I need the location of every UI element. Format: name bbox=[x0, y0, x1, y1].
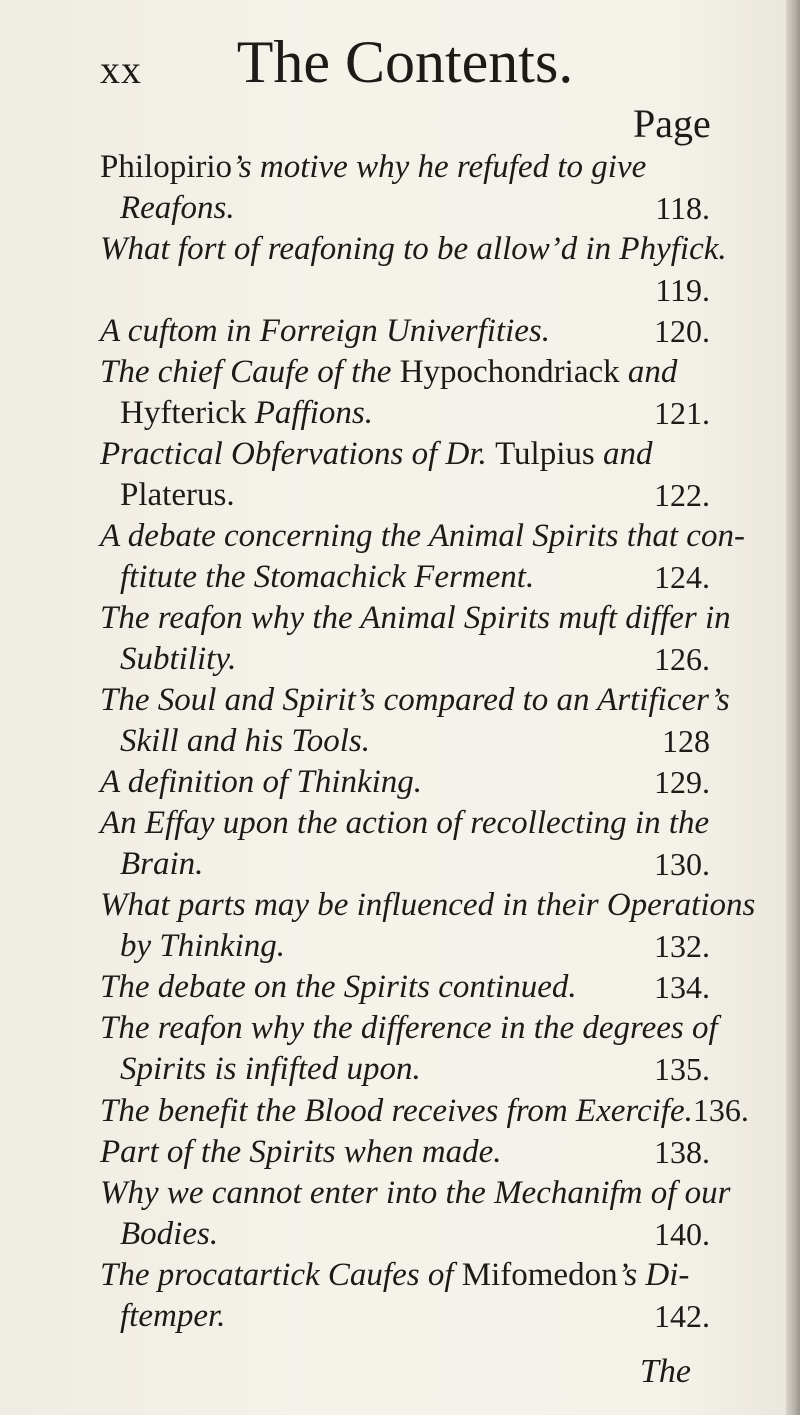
entry-text: The chief Caufe of the bbox=[100, 354, 400, 390]
entry-text: What parts may be influenced in their Operations bbox=[100, 887, 756, 923]
contents-entry bbox=[100, 885, 756, 967]
entry-text: The procatartick Caufes of bbox=[100, 1257, 462, 1293]
entry-text: and bbox=[594, 436, 653, 472]
entry-text: ’s motive why he refufed to give bbox=[232, 149, 647, 185]
entry-text: ftitute the Stomachick Ferment. bbox=[120, 559, 535, 595]
entry-page-number: 124. bbox=[654, 559, 710, 595]
entry-text: Reafons. bbox=[120, 190, 235, 226]
contents-entry bbox=[100, 1008, 718, 1090]
contents-entry bbox=[100, 1132, 710, 1173]
entry-name: Mifomedon bbox=[461, 1257, 618, 1293]
entry-text: and bbox=[619, 354, 678, 390]
entry-text: Brain. bbox=[120, 846, 204, 882]
contents-list bbox=[100, 147, 756, 1337]
page-column-label: Page bbox=[633, 101, 711, 146]
entry-page-number: 132. bbox=[654, 928, 710, 964]
entry-name: Tulpius bbox=[495, 436, 595, 472]
contents-entry bbox=[100, 352, 710, 434]
entry-page-number: 122. bbox=[654, 477, 710, 513]
entry-page-number: 119. bbox=[655, 272, 710, 308]
entry-text: A debate concerning the Animal Spirits that con- bbox=[100, 518, 745, 554]
entry-page-number: 128 bbox=[662, 723, 710, 759]
contents-entry bbox=[100, 1090, 749, 1132]
entry-page-number: 134. bbox=[654, 969, 710, 1005]
page-header bbox=[0, 28, 800, 98]
entry-page-number: 136. bbox=[692, 1092, 749, 1128]
contents-entry bbox=[100, 967, 710, 1008]
contents-entry bbox=[100, 516, 745, 598]
contents-entry bbox=[100, 680, 730, 762]
entry-page-number: 142. bbox=[654, 1298, 710, 1334]
entry-page-number: 126. bbox=[654, 641, 710, 677]
entry-text: Paffions. bbox=[246, 395, 373, 431]
entry-text: ’s Di- bbox=[617, 1257, 690, 1293]
contents-entry bbox=[100, 803, 710, 885]
entry-text: Part of the Spirits when made. bbox=[100, 1134, 502, 1170]
entry-text: The Soul and Spirit’s compared to an Artificer’s bbox=[100, 682, 730, 718]
page-edge-shadow bbox=[786, 0, 800, 1415]
contents-entry bbox=[100, 229, 727, 311]
entry-page-number: 129. bbox=[654, 764, 710, 800]
entry-page-number: 118. bbox=[655, 190, 710, 226]
entry-page-number: 138. bbox=[654, 1134, 710, 1170]
entry-text: Practical Obfervations of Dr. bbox=[100, 436, 496, 472]
entry-text: The debate on the Spirits continued. bbox=[100, 969, 577, 1005]
entry-name: Hyfterick bbox=[120, 395, 247, 431]
entry-page-number: 140. bbox=[654, 1216, 710, 1252]
running-title: The Contents. bbox=[236, 29, 574, 95]
entry-text: The reafon why the difference in the degrees of bbox=[100, 1010, 718, 1046]
entry-text: by Thinking. bbox=[120, 928, 285, 964]
contents-entry bbox=[100, 147, 710, 229]
catchword: The bbox=[640, 1353, 691, 1390]
entry-name: Platerus. bbox=[120, 477, 235, 513]
entry-page-number: 121. bbox=[654, 395, 710, 431]
entry-page-number: 130. bbox=[654, 846, 710, 882]
entry-text: Skill and his Tools. bbox=[120, 723, 370, 759]
entry-text: A definition of Thinking. bbox=[100, 764, 423, 800]
entry-text: Bodies. bbox=[120, 1216, 219, 1252]
contents-entry bbox=[100, 1173, 731, 1255]
contents-entry bbox=[100, 762, 710, 803]
contents-entry bbox=[100, 434, 710, 516]
contents-entry bbox=[100, 1255, 710, 1337]
entry-text: The reafon why the Animal Spirits muft differ in bbox=[100, 600, 731, 636]
entry-text: What fort of reafoning to be allow’d in Phyfick. bbox=[100, 231, 727, 267]
entry-text: Subtility. bbox=[120, 641, 237, 677]
entry-text: Spirits is infifted upon. bbox=[120, 1051, 421, 1087]
entry-text: A cuftom in Forreign Univerfities. bbox=[100, 313, 551, 349]
entry-text: An Effay upon the action of recollecting in the bbox=[100, 805, 710, 841]
entry-text: Why we cannot enter into the Mechanifm of our bbox=[100, 1175, 731, 1211]
entry-page-number: 120. bbox=[654, 313, 710, 349]
entry-name: Philopirio bbox=[100, 149, 233, 185]
page-number: xx bbox=[100, 47, 142, 92]
entry-page-number: 135. bbox=[654, 1051, 710, 1087]
contents-entry bbox=[100, 311, 710, 352]
entry-text: ftemper. bbox=[120, 1298, 226, 1334]
entry-text: The benefit the Blood receives from Exercife. bbox=[100, 1093, 693, 1129]
entry-name: Hypochondriack bbox=[399, 354, 620, 390]
contents-entry bbox=[100, 598, 731, 680]
